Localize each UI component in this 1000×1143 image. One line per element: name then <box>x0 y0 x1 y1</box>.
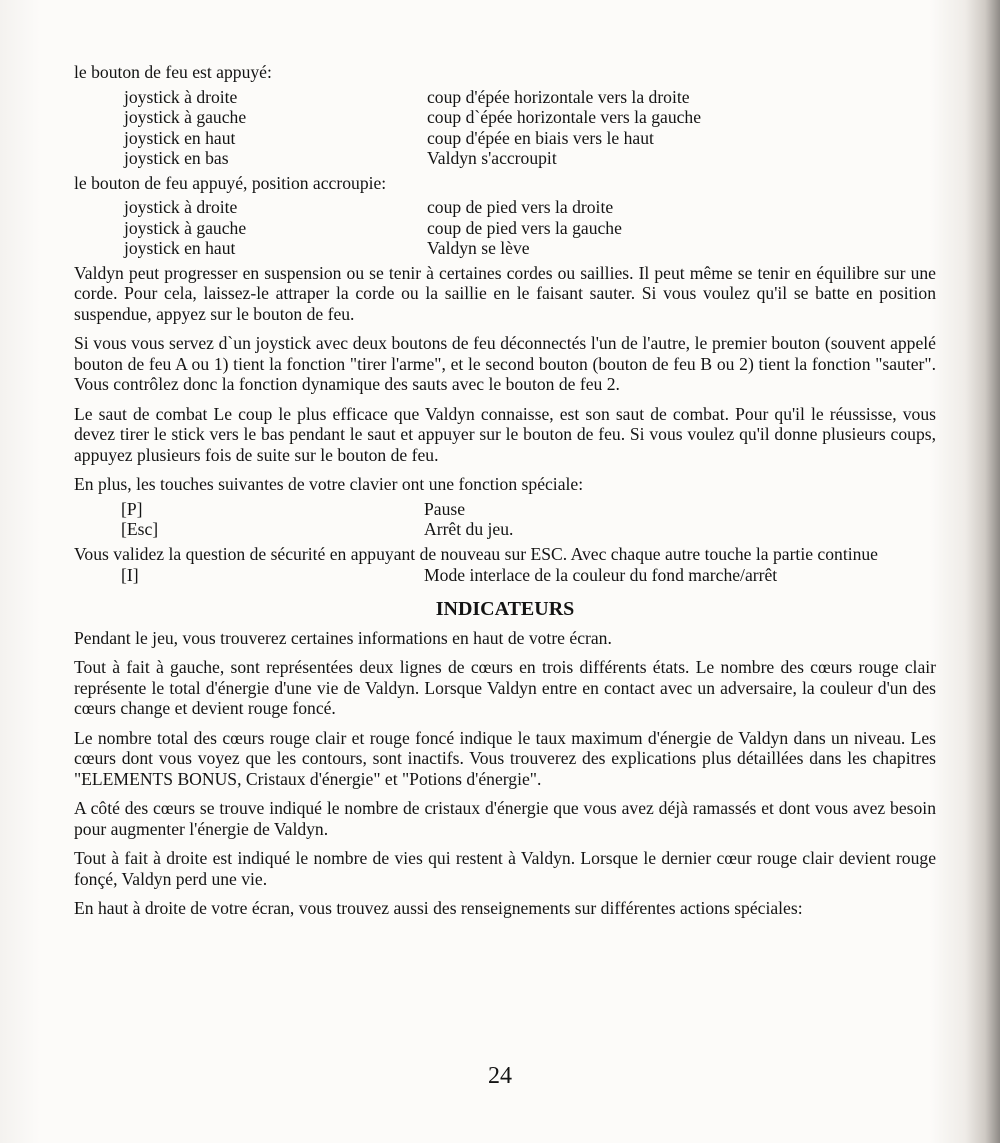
paragraph-esc-confirm: Vous validez la question de sécurité en appuyant de nouveau sur ESC. Avec chaque autre touche la partie continue <box>74 543 878 564</box>
section-title: INDICATEURS <box>435 597 575 620</box>
paragraph-indicators-5: Tout à fait à droite est indiqué le nombre de vies qui restent à Valdyn. Lorsque le dernier cœur rouge clair devient rouge fonçé, Valdyn perd une vie. <box>74 848 936 889</box>
control-key: joystick à gauche <box>124 217 247 238</box>
key-row <box>74 499 936 520</box>
key-row-interlace <box>74 565 936 586</box>
key-action: Arrêt du jeu. <box>424 519 514 539</box>
paragraph-two-buttons: Si vous vous servez d`un joystick avec deux boutons de feu déconnectés l'un de l'autre, le premier bouton (souvent appelé bouton de feu A ou 1) tient la fonction "tirer l'arme", et le second bouton (bouton de feu B ou 2) tient la fonction "sauter". Vous contrôlez donc la fonction dynamique des sauts avec le bouton de feu 2. <box>74 333 936 394</box>
control-key: joystick en haut <box>124 238 236 258</box>
paragraph-suspension: Valdyn peut progresser en suspension ou se tenir à certaines cordes ou saillies. Il peut même se tenir en équilibre sur une corde. Pour cela, laissez-le attraper la corde ou la saillie en le faisant sauter. Si vous voulez qu'il se batte en position suspendue, appyez sur le bouton de feu. <box>74 262 936 324</box>
control-row <box>74 218 936 239</box>
key-action: Mode interlace de la couleur du fond marche/arrêt <box>424 565 778 585</box>
control-action: Valdyn s'accroupit <box>427 148 557 168</box>
control-key: joystick à gauche <box>124 107 247 127</box>
paragraph-indicators-2: Tout à fait à gauche, sont représentées deux lignes de cœurs en trois différents états. Le nombre des cœurs rouge clair représente le total d'énergie d'une vie de Valdyn. Lorsque Valdyn entre en contact avec un adversaire, la couleur d'un des cœurs change et devient rouge foncé. <box>74 657 936 718</box>
control-action: Valdyn se lève <box>427 238 530 258</box>
control-row <box>74 128 936 149</box>
control-key: joystick à droite <box>124 86 238 107</box>
control-key: joystick en haut <box>124 127 236 148</box>
control-row <box>74 87 936 108</box>
paragraph-combat-jump: Le saut de combat Le coup le plus efficace que Valdyn connaisse, est son saut de combat. Pour qu'il le réussisse, vous devez tirer le stick vers le bas pendant le saut et appuyer sur le bouton de feu. Si vous voulez qu'il donne plusieurs coups, appuyez plusieurs fois de suite sur le bouton de feu. <box>74 403 936 465</box>
key-action: Pause <box>424 498 466 519</box>
control-row <box>74 148 936 169</box>
control-action: coup de pied vers la droite <box>427 197 614 217</box>
keys-list <box>74 499 936 540</box>
paragraph-indicators-3: Le nombre total des cœurs rouge clair et rouge foncé indique le taux maximum d'énergie de Valdyn dans un niveau. Les cœurs dont vous voyez que les contours, sont inactifs. Vous trouverez des explications plus détaillées dans les chapitres "ELEMENTS BONUS, Cristaux d'énergie" et "Potions d'énergie". <box>74 727 936 789</box>
controls-crouch-list <box>74 197 936 259</box>
control-row <box>74 238 936 259</box>
control-key: joystick à droite <box>124 197 238 217</box>
control-action: coup d`épée horizontale vers la gauche <box>427 107 702 127</box>
key-label: [I] <box>121 565 139 585</box>
controls-crouch-intro: le bouton de feu appuyé, position accroupie: <box>74 172 387 193</box>
controls-fire-list <box>74 87 936 169</box>
page-content <box>74 62 936 928</box>
control-row <box>74 107 936 128</box>
paragraph-indicators-4: A côté des cœurs se trouve indiqué le nombre de cristaux d'énergie que vous avez déjà ramassés et dont vous avez besoin pour augmenter l'énergie de Valdyn. <box>74 798 936 839</box>
paragraph-indicators-6: En haut à droite de votre écran, vous trouvez aussi des renseignements sur différentes actions spéciales: <box>74 898 803 918</box>
control-action: coup d'épée horizontale vers la droite <box>427 86 690 107</box>
control-action: coup de pied vers la gauche <box>427 217 622 238</box>
control-key: joystick en bas <box>124 148 229 168</box>
key-label: [Esc] <box>121 519 159 539</box>
page-number: 24 <box>488 1063 512 1089</box>
key-label: [P] <box>121 498 143 519</box>
control-action: coup d'épée en biais vers le haut <box>427 127 654 148</box>
key-row <box>74 519 936 540</box>
controls-fire-intro: le bouton de feu est appuyé: <box>74 62 272 82</box>
paragraph-keys-intro: En plus, les touches suivantes de votre clavier ont une fonction spéciale: <box>74 474 584 494</box>
paragraph-indicators-1: Pendant le jeu, vous trouverez certaines informations en haut de votre écran. <box>74 627 612 648</box>
control-row <box>74 197 936 218</box>
